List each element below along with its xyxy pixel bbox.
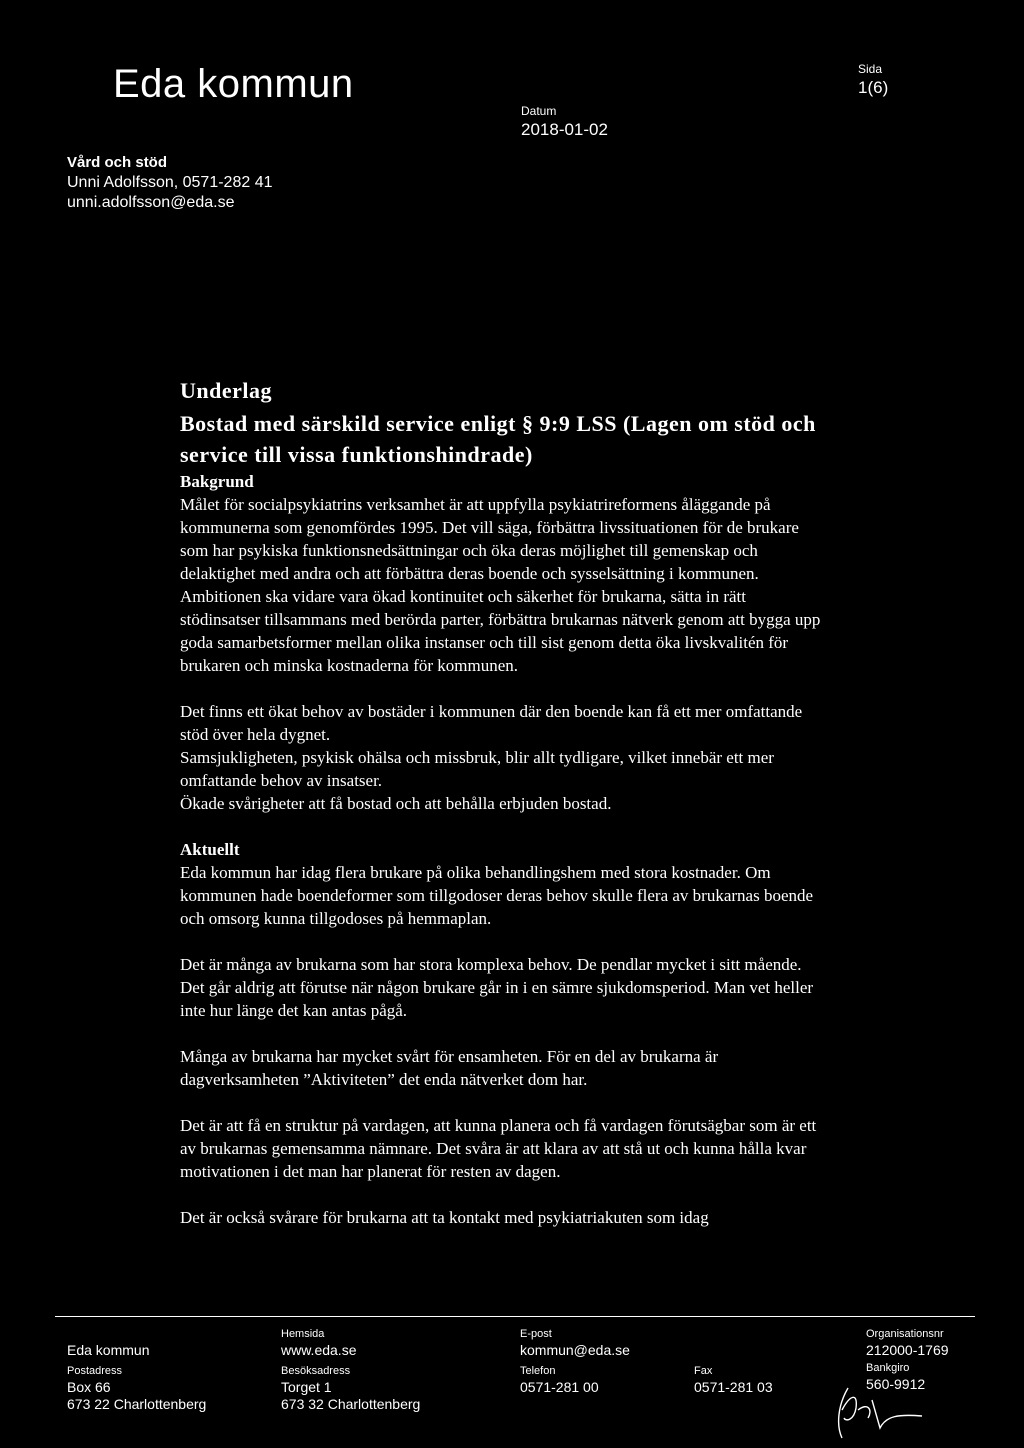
date-label: Datum xyxy=(521,104,557,118)
footer-email[interactable]: kommun@eda.se xyxy=(520,1342,630,1358)
page-number: 1(6) xyxy=(858,78,889,97)
footer-bankgiro-label: Bankgiro xyxy=(866,1362,910,1374)
footer-visit-label: Besöksadress xyxy=(281,1365,351,1377)
footer-postal-line1: Box 66 xyxy=(67,1379,111,1395)
document-title: Bostad med särskild service enligt § 9:9 LSS (Lagen om stöd och service till vissa funktionshindrade) xyxy=(180,411,816,467)
footer-phone-label: Telefon xyxy=(520,1365,556,1377)
footer-visit-line1: Torget 1 xyxy=(281,1379,332,1395)
paragraph: Det är också svårare för brukarna att ta kontakt med psykiatriakuten som idag xyxy=(180,1208,709,1227)
title-block xyxy=(180,378,840,470)
date-value: 2018-01-02 xyxy=(521,120,608,139)
document-body xyxy=(180,470,830,1229)
paragraph: Samsjukligheten, psykisk ohälsa och missbruk, blir allt tydligare, vilket innebär ett mer omfattande behov av insatser. xyxy=(180,748,774,790)
paragraph: Eda kommun har idag flera brukare på olika behandlingshem med stora kostnader. Om kommunen hade boendeformer som tillgodoser deras behov skulle flera av brukarnas boende och omsorg kunna tillgodoses på hemmaplan. xyxy=(180,863,814,928)
footer-phone: 0571-281 00 xyxy=(520,1379,599,1395)
page-label: Sida xyxy=(858,62,883,76)
department: Vård och stöd xyxy=(67,154,168,171)
footer-visit-line2: 673 32 Charlottenberg xyxy=(281,1396,421,1412)
footer-orgnr-label: Organisationsnr xyxy=(866,1328,944,1340)
footer-orgnr: 212000-1769 xyxy=(866,1342,949,1358)
document-type: Underlag xyxy=(180,378,272,403)
section-heading-bakgrund: Bakgrund xyxy=(180,472,254,491)
footer-website[interactable]: www.eda.se xyxy=(281,1342,357,1358)
footer-divider xyxy=(55,1316,975,1317)
footer-postal-line2: 673 22 Charlottenberg xyxy=(67,1396,207,1412)
contact-person: Unni Adolfsson, 0571-282 41 xyxy=(67,174,273,191)
paragraph: Det är att få en struktur på vardagen, att kunna planera och få vardagen förutsägbar som är ett av brukarnas gemensamma nämnare. Det svåra är att klara av att stå ut och kunna hålla kvar motivationen i det man har planerat för resten av dagen. xyxy=(180,1116,817,1181)
contact-email: unni.adolfsson@eda.se xyxy=(67,194,235,211)
footer-fax-label: Fax xyxy=(694,1365,713,1377)
paragraph: Ökade svårigheter att få bostad och att behålla erbjuden bostad. xyxy=(180,794,612,813)
paragraph: Det finns ett ökat behov av bostäder i kommunen där den boende kan få ett mer omfattande stöd över hela dygnet. xyxy=(180,702,803,744)
footer-fax: 0571-281 03 xyxy=(694,1379,773,1395)
footer-org-name: Eda kommun xyxy=(67,1342,150,1358)
footer-bankgiro: 560-9912 xyxy=(866,1376,926,1392)
section-heading-aktuellt: Aktuellt xyxy=(180,840,240,859)
footer-postal-label: Postadress xyxy=(67,1365,123,1377)
footer-website-label: Hemsida xyxy=(281,1328,325,1340)
contact-info xyxy=(67,173,272,213)
logo: Eda kommun xyxy=(113,62,354,106)
paragraph: Många av brukarna har mycket svårt för ensamheten. För en del av brukarna är dagverksamheten ”Aktiviteten” det enda nätverket dom har. xyxy=(180,1047,719,1089)
signature-icon xyxy=(828,1380,928,1440)
footer-email-label: E-post xyxy=(520,1328,552,1340)
paragraph: Målet för socialpsykiatrins verksamhet är att uppfylla psykiatrireformens åläggande på kommunerna som genomfördes 1995. Det vill säga, förbättra livssituationen för de brukare som har psykiska funktionsnedsättningar och öka deras möjlighet till gemenskap och delaktighet med andra och att förbättra deras boende och sysselsättning i kommunen. Ambitionen ska vidare vara ökad kontinuitet och säkerhet för brukarna, sätta in rätt stödinsatser tillsammans med berörda parter, förbättra brukarnas nätverk genom att bygga upp goda samarbetsformer mellan olika instanser och till sist genom detta öka livskvalitén för brukaren och minska kostnaderna för kommunen. xyxy=(180,495,821,675)
paragraph: Det är många av brukarna som har stora komplexa behov. De pendlar mycket i sitt mående. Det går aldrig att förutse när någon brukare går in i en sämre sjukdomsperiod. Man vet heller inte hur länge det kan antas pågå. xyxy=(180,955,814,1020)
